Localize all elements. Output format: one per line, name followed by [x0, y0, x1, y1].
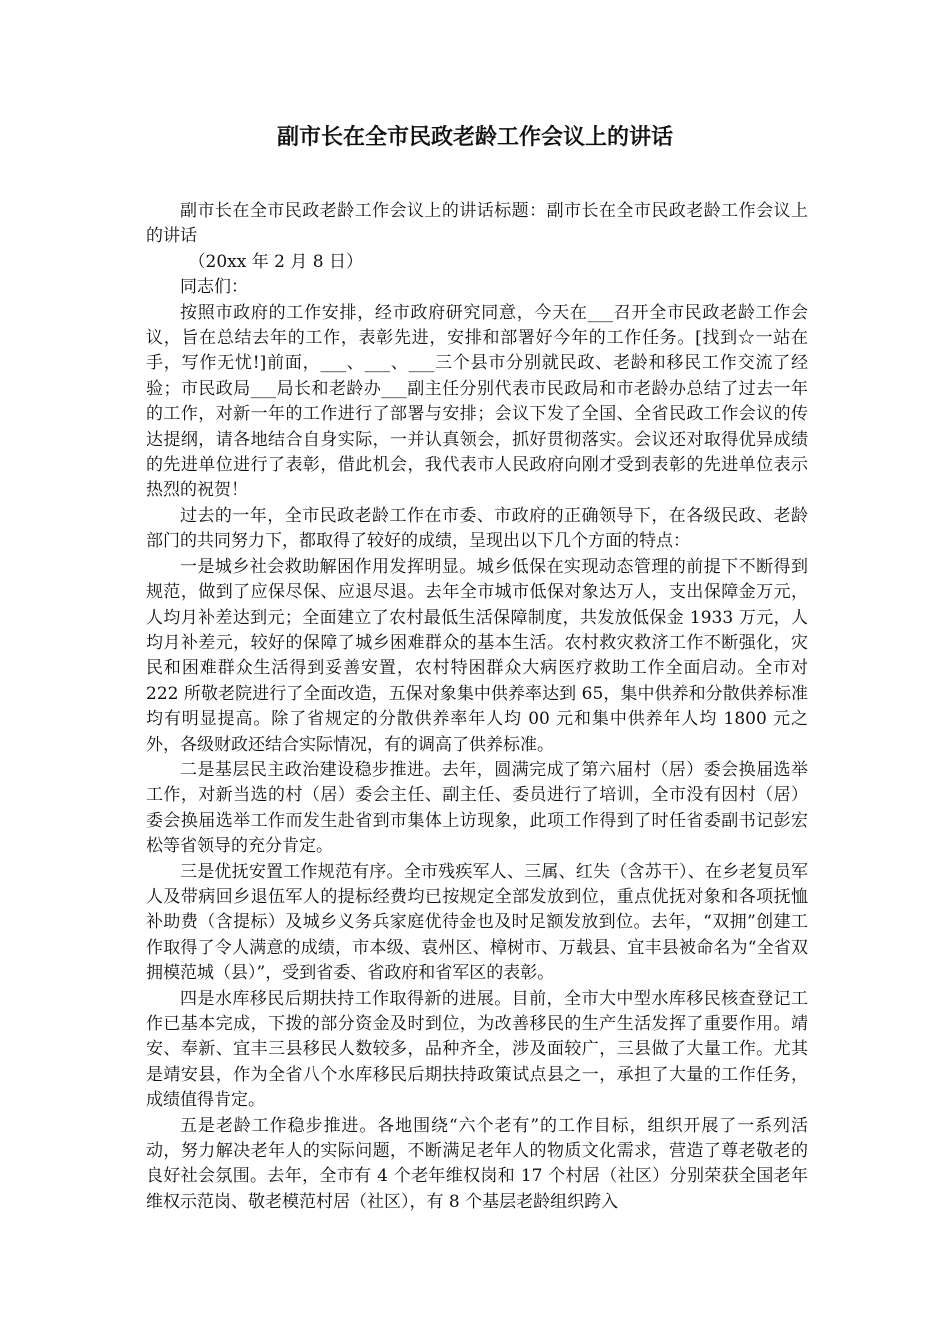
- paragraph-point-1: 一是城乡社会救助解困作用发挥明显。城乡低保在实现动态管理的前提下不断得到规范，做到了应保尽保、应退尽退。去年全市城市低保对象达万人，支出保障金万元，人均月补差达到元；全面建立了农村最低生活保障制度，共发放低保金 1933 万元，人均月补差元，较好的保障了城乡困难群众的基本生活。农村救灾救济工作不断强化，灾民和困难群众生活得到妥善安置，农村特困群众大病医疗救助工作全面启动。全市对 222 所敬老院进行了全面改造，五保对象集中供养率达到 65，集中供养和分散供养标准均有明显提高。除了省规定的分散供养率年人均 00 元和集中供养年人均 1800 元之外，各级财政还结合实际情况，有的调高了供养标准。: [146, 556, 808, 755]
- paragraph-point-2: 二是基层民主政治建设稳步推进。去年，圆满完成了第六届村（居）委会换届选举工作，对新当选的村（居）委会主任、副主任、委员进行了培训，全市没有因村（居）委会换届选举工作而发生赴省到市集体上访现象，此项工作得到了时任省委副书记彭宏松等省领导的充分肯定。: [146, 759, 808, 857]
- document-body: [146, 199, 808, 1215]
- document-title: 副市长在全市民政老龄工作会议上的讲话: [276, 124, 673, 150]
- paragraph-heading-repeat: 副市长在全市民政老龄工作会议上的讲话标题：副市长在全市民政老龄工作会议上的讲话: [146, 201, 808, 247]
- paragraph-point-4: 四是水库移民后期扶持工作取得新的进展。目前，全市大中型水库移民核查登记工作已基本完成，下拨的部分资金及时到位，为改善移民的生产生活发挥了重要作用。靖安、奉新、宜丰三县移民人数较多，品种齐全，涉及面较广，三县做了大量工作。尤其是靖安县，作为全省八个水库移民后期扶持政策试点县之一，承担了大量的工作任务，成绩值得肯定。: [146, 988, 808, 1111]
- paragraph-date: （20xx 年 2 月 8 日）: [188, 251, 363, 272]
- paragraph-point-5: 五是老龄工作稳步推进。各地围绕“六个老有”的工作目标，组织开展了一系列活动，努力解决老年人的实际问题，不断满足老年人的物质文化需求，营造了尊老敬老的良好社会氛围。去年，全市有 4 个老年维权岗和 17 个村居（社区）分别荣获全国老年维权示范岗、敬老模范村居（社区），有 8 个基层老龄组织跨入: [146, 1115, 808, 1212]
- paragraph-review: 过去的一年，全市民政老龄工作在市委、市政府的正确领导下，在各级民政、老龄部门的共同努力下，都取得了较好的成绩，呈现出以下几个方面的特点：: [146, 505, 808, 552]
- paragraph-intro: 按照市政府的工作安排，经市政府研究同意，今天在___召开全市民政老龄工作会议，旨在总结去年的工作，表彰先进，安排和部署好今年的工作任务。[找到☆一站在手，写作无忧!]前面，___、___、___三个县市分别就民政、老龄和移民工作交流了经验；市民政局___局长和老龄办___副主任分别代表市民政局和市老龄办总结了过去一年的工作，对新一年的工作进行了部署与安排；会议下发了全国、全省民政工作会议的传达提纲，请各地结合自身实际，一并认真领会，抓好贯彻落实。会议还对取得优异成绩的先进单位进行了表彰，借此机会，我代表市人民政府向刚才受到表彰的先进单位表示热烈的祝贺！: [146, 302, 808, 501]
- paragraph-salutation: 同志们：: [180, 277, 248, 298]
- paragraph-point-3: 三是优抚安置工作规范有序。全市残疾军人、三属、红失（含苏干）、在乡老复员军人及带病回乡退伍军人的提标经费均已按规定全部发放到位，重点优抚对象和各项抚恤补助费（含提标）及城乡义务兵家庭优待金也及时足额发放到位。去年，“双拥”创建工作取得了令人满意的成绩，市本级、袁州区、樟树市、万载县、宜丰县被命名为“全省双拥模范城（县）”，受到省委、省政府和省军区的表彰。: [146, 861, 808, 984]
